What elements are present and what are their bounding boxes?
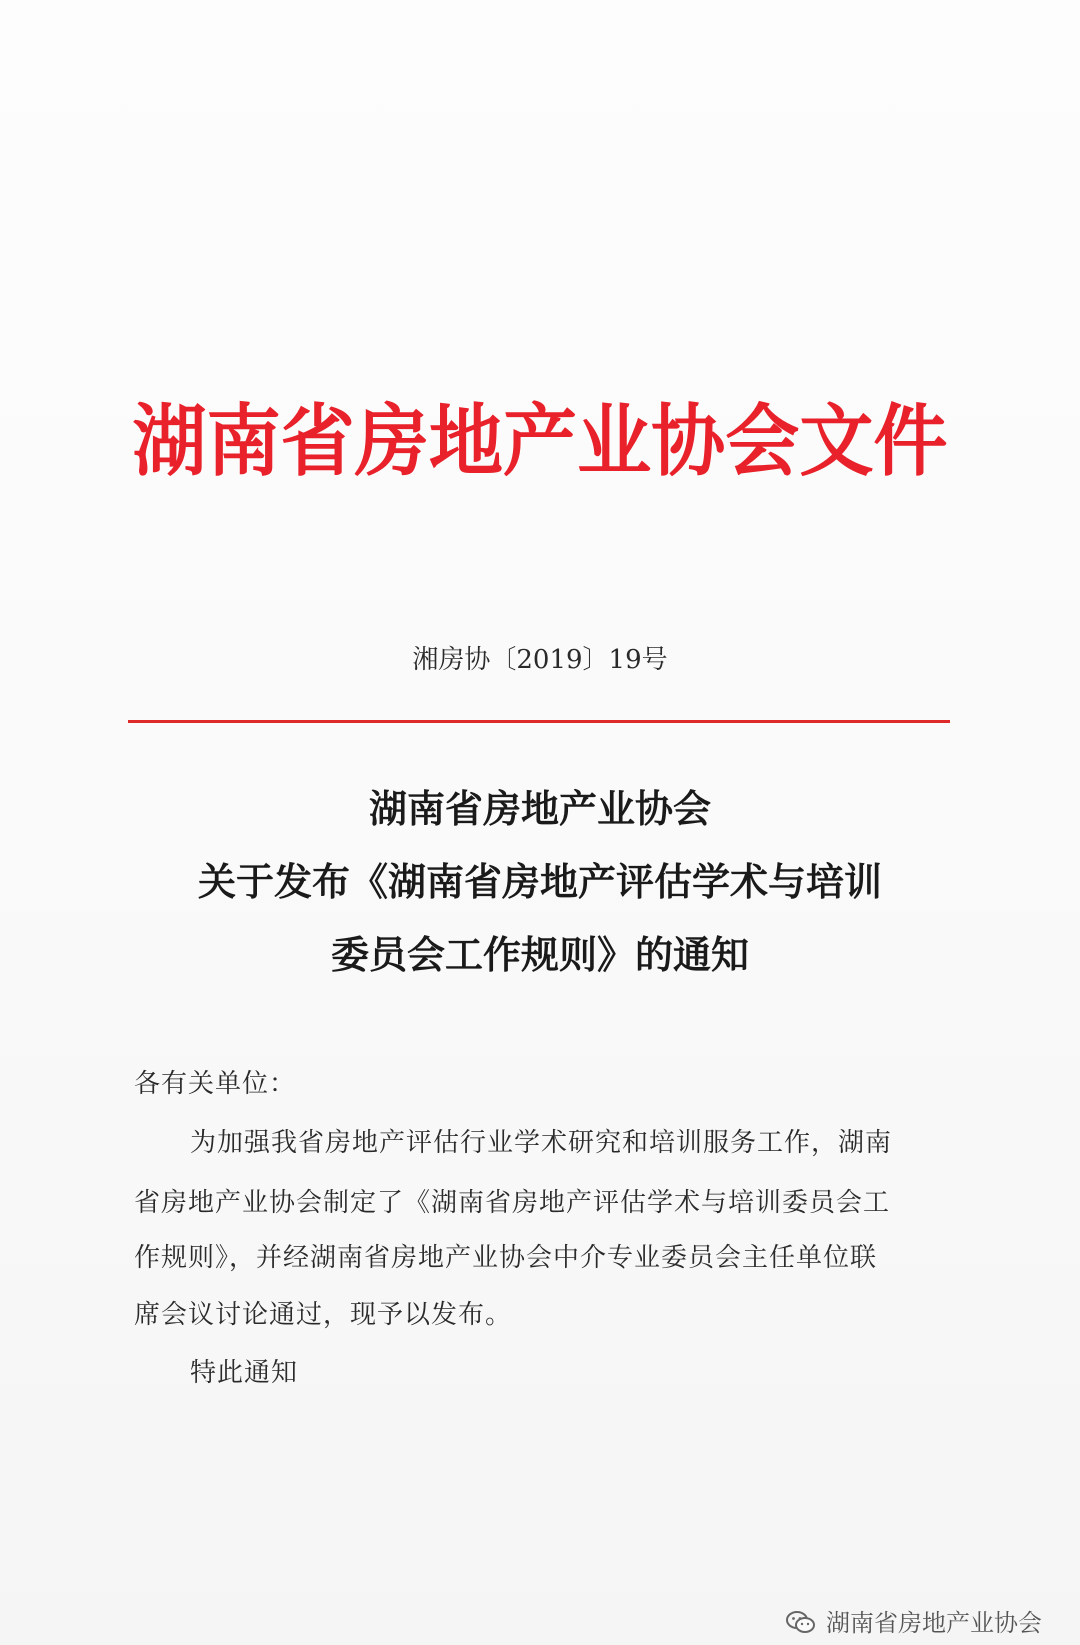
- body-paragraph-line-1: 为加强我省房地产评估行业学术研究和培训服务工作，湖南: [190, 1128, 893, 1158]
- wechat-watermark: [786, 1608, 1042, 1638]
- body-paragraph-line-2: 省房地产业协会制定了《湖南省房地产评估学术与培训委员会工: [134, 1188, 891, 1218]
- closing-text: 特此通知: [190, 1358, 299, 1388]
- salutation: 各有关单位：: [134, 1069, 297, 1099]
- notice-title-line-2: 关于发布《湖南省房地产评估学术与培训: [197, 859, 882, 904]
- notice-title-line-3: 委员会工作规则》的通知: [330, 932, 749, 977]
- wechat-icon: [786, 1610, 816, 1636]
- red-divider-line: [128, 720, 950, 723]
- body-paragraph-line-4: 席会议讨论通过，现予以发布。: [134, 1300, 513, 1330]
- notice-title-line-1: 湖南省房地产业协会: [368, 786, 711, 831]
- wechat-account-name: 湖南省房地产业协会: [826, 1609, 1042, 1637]
- document-header-title: 湖南省房地产业协会文件: [132, 396, 948, 487]
- body-paragraph-line-3: 作规则》，并经湖南省房地产业协会中介专业委员会主任单位联: [134, 1243, 878, 1273]
- document-number: 湘房协〔2019〕19号: [412, 645, 668, 675]
